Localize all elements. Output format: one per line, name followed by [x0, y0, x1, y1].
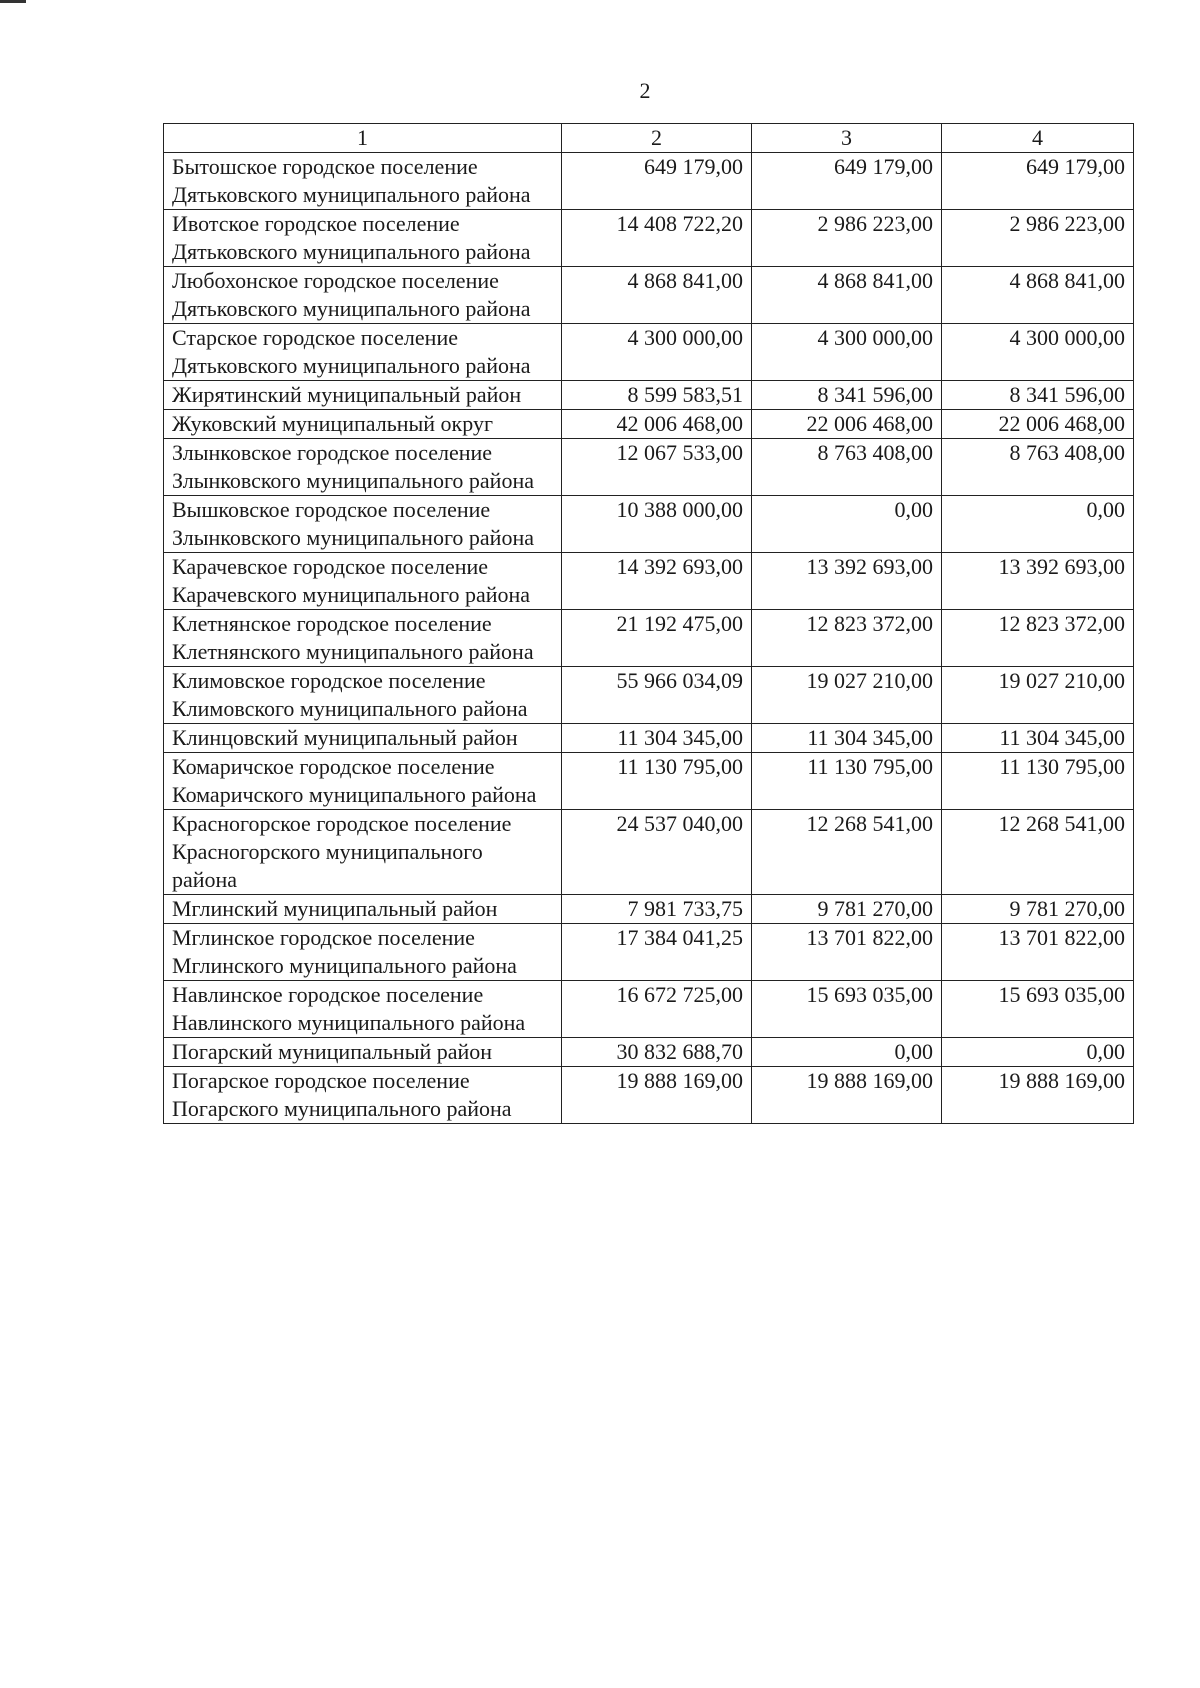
table-row	[164, 753, 1134, 810]
value-col2-cell: 14 408 722,20	[562, 210, 752, 267]
municipality-name-cell: Бытошское городское поселение Дятьковского муниципального района	[164, 153, 562, 210]
value-col2-cell: 8 599 583,51	[562, 381, 752, 410]
column-header-2: 2	[562, 124, 752, 153]
value-col3-cell: 22 006 468,00	[752, 410, 942, 439]
table-body	[164, 153, 1134, 1124]
value-col4-cell: 8 341 596,00	[942, 381, 1134, 410]
value-col3-cell: 11 304 345,00	[752, 724, 942, 753]
header-row	[164, 124, 1134, 153]
value-col2-cell: 55 966 034,09	[562, 667, 752, 724]
column-header-4: 4	[942, 124, 1134, 153]
municipality-name-cell: Вышковское городское поселение Злынковского муниципального района	[164, 496, 562, 553]
value-col2-cell: 14 392 693,00	[562, 553, 752, 610]
municipality-name-cell: Старское городское поселение Дятьковского муниципального района	[164, 324, 562, 381]
value-col2-cell: 11 130 795,00	[562, 753, 752, 810]
value-col2-cell: 7 981 733,75	[562, 895, 752, 924]
table-row	[164, 210, 1134, 267]
municipality-name-cell: Жуковский муниципальный округ	[164, 410, 562, 439]
municipality-name-cell: Жирятинский муниципальный район	[164, 381, 562, 410]
municipality-name-cell: Погарский муниципальный район	[164, 1038, 562, 1067]
value-col4-cell: 19 027 210,00	[942, 667, 1134, 724]
table-row	[164, 496, 1134, 553]
budget-table	[163, 123, 1134, 1124]
value-col3-cell: 19 027 210,00	[752, 667, 942, 724]
table-row	[164, 553, 1134, 610]
value-col4-cell: 2 986 223,00	[942, 210, 1134, 267]
table-row	[164, 267, 1134, 324]
value-col2-cell: 24 537 040,00	[562, 810, 752, 895]
municipality-name-cell: Комаричское городское поселение Комаричского муниципального района	[164, 753, 562, 810]
municipality-name-cell: Карачевское городское поселение Карачевского муниципального района	[164, 553, 562, 610]
value-col3-cell: 12 268 541,00	[752, 810, 942, 895]
municipality-name-cell: Красногорское городское поселение Красногорского муниципального района	[164, 810, 562, 895]
value-col4-cell: 0,00	[942, 1038, 1134, 1067]
value-col2-cell: 11 304 345,00	[562, 724, 752, 753]
value-col4-cell: 12 823 372,00	[942, 610, 1134, 667]
value-col3-cell: 11 130 795,00	[752, 753, 942, 810]
page-number: 2	[639, 78, 651, 103]
municipality-name-cell: Климовское городское поселение Климовского муниципального района	[164, 667, 562, 724]
column-header-3: 3	[752, 124, 942, 153]
municipality-name-cell: Мглинский муниципальный район	[164, 895, 562, 924]
value-col3-cell: 12 823 372,00	[752, 610, 942, 667]
value-col4-cell: 13 392 693,00	[942, 553, 1134, 610]
value-col2-cell: 21 192 475,00	[562, 610, 752, 667]
value-col2-cell: 19 888 169,00	[562, 1067, 752, 1124]
value-col4-cell: 649 179,00	[942, 153, 1134, 210]
municipality-name-cell: Навлинское городское поселение Навлинского муниципального района	[164, 981, 562, 1038]
value-col4-cell: 15 693 035,00	[942, 981, 1134, 1038]
value-col4-cell: 8 763 408,00	[942, 439, 1134, 496]
table-row	[164, 724, 1134, 753]
value-col2-cell: 649 179,00	[562, 153, 752, 210]
value-col2-cell: 12 067 533,00	[562, 439, 752, 496]
value-col3-cell: 13 392 693,00	[752, 553, 942, 610]
municipality-name-cell: Мглинское городское поселение Мглинского муниципального района	[164, 924, 562, 981]
municipality-name-cell: Клетнянское городское поселение Клетнянского муниципального района	[164, 610, 562, 667]
value-col4-cell: 11 130 795,00	[942, 753, 1134, 810]
municipality-name-cell: Злынковское городское поселение Злынковского муниципального района	[164, 439, 562, 496]
value-col3-cell: 2 986 223,00	[752, 210, 942, 267]
value-col2-cell: 16 672 725,00	[562, 981, 752, 1038]
value-col3-cell: 4 300 000,00	[752, 324, 942, 381]
scan-edge-mark	[0, 0, 26, 3]
value-col3-cell: 0,00	[752, 496, 942, 553]
value-col2-cell: 10 388 000,00	[562, 496, 752, 553]
municipality-name-cell: Клинцовский муниципальный район	[164, 724, 562, 753]
value-col3-cell: 0,00	[752, 1038, 942, 1067]
table-row	[164, 610, 1134, 667]
value-col4-cell: 12 268 541,00	[942, 810, 1134, 895]
table-row	[164, 667, 1134, 724]
municipality-name-cell: Любохонское городское поселение Дятьковского муниципального района	[164, 267, 562, 324]
table-row	[164, 153, 1134, 210]
table-row	[164, 410, 1134, 439]
value-col4-cell: 4 300 000,00	[942, 324, 1134, 381]
value-col2-cell: 30 832 688,70	[562, 1038, 752, 1067]
table-row	[164, 1067, 1134, 1124]
value-col4-cell: 11 304 345,00	[942, 724, 1134, 753]
table-row	[164, 810, 1134, 895]
table-row	[164, 324, 1134, 381]
municipality-name-cell: Погарское городское поселение Погарского муниципального района	[164, 1067, 562, 1124]
value-col4-cell: 9 781 270,00	[942, 895, 1134, 924]
value-col2-cell: 42 006 468,00	[562, 410, 752, 439]
table-row	[164, 381, 1134, 410]
value-col2-cell: 17 384 041,25	[562, 924, 752, 981]
value-col4-cell: 19 888 169,00	[942, 1067, 1134, 1124]
value-col2-cell: 4 300 000,00	[562, 324, 752, 381]
value-col4-cell: 4 868 841,00	[942, 267, 1134, 324]
value-col3-cell: 8 763 408,00	[752, 439, 942, 496]
value-col3-cell: 649 179,00	[752, 153, 942, 210]
value-col3-cell: 9 781 270,00	[752, 895, 942, 924]
table-row	[164, 924, 1134, 981]
value-col3-cell: 19 888 169,00	[752, 1067, 942, 1124]
table-row	[164, 895, 1134, 924]
value-col4-cell: 13 701 822,00	[942, 924, 1134, 981]
municipality-name-cell: Ивотское городское поселение Дятьковского муниципального района	[164, 210, 562, 267]
table-row	[164, 1038, 1134, 1067]
value-col3-cell: 15 693 035,00	[752, 981, 942, 1038]
value-col3-cell: 13 701 822,00	[752, 924, 942, 981]
table-row	[164, 981, 1134, 1038]
table-row	[164, 439, 1134, 496]
value-col2-cell: 4 868 841,00	[562, 267, 752, 324]
value-col3-cell: 8 341 596,00	[752, 381, 942, 410]
value-col4-cell: 22 006 468,00	[942, 410, 1134, 439]
value-col3-cell: 4 868 841,00	[752, 267, 942, 324]
column-header-1: 1	[164, 124, 562, 153]
value-col4-cell: 0,00	[942, 496, 1134, 553]
